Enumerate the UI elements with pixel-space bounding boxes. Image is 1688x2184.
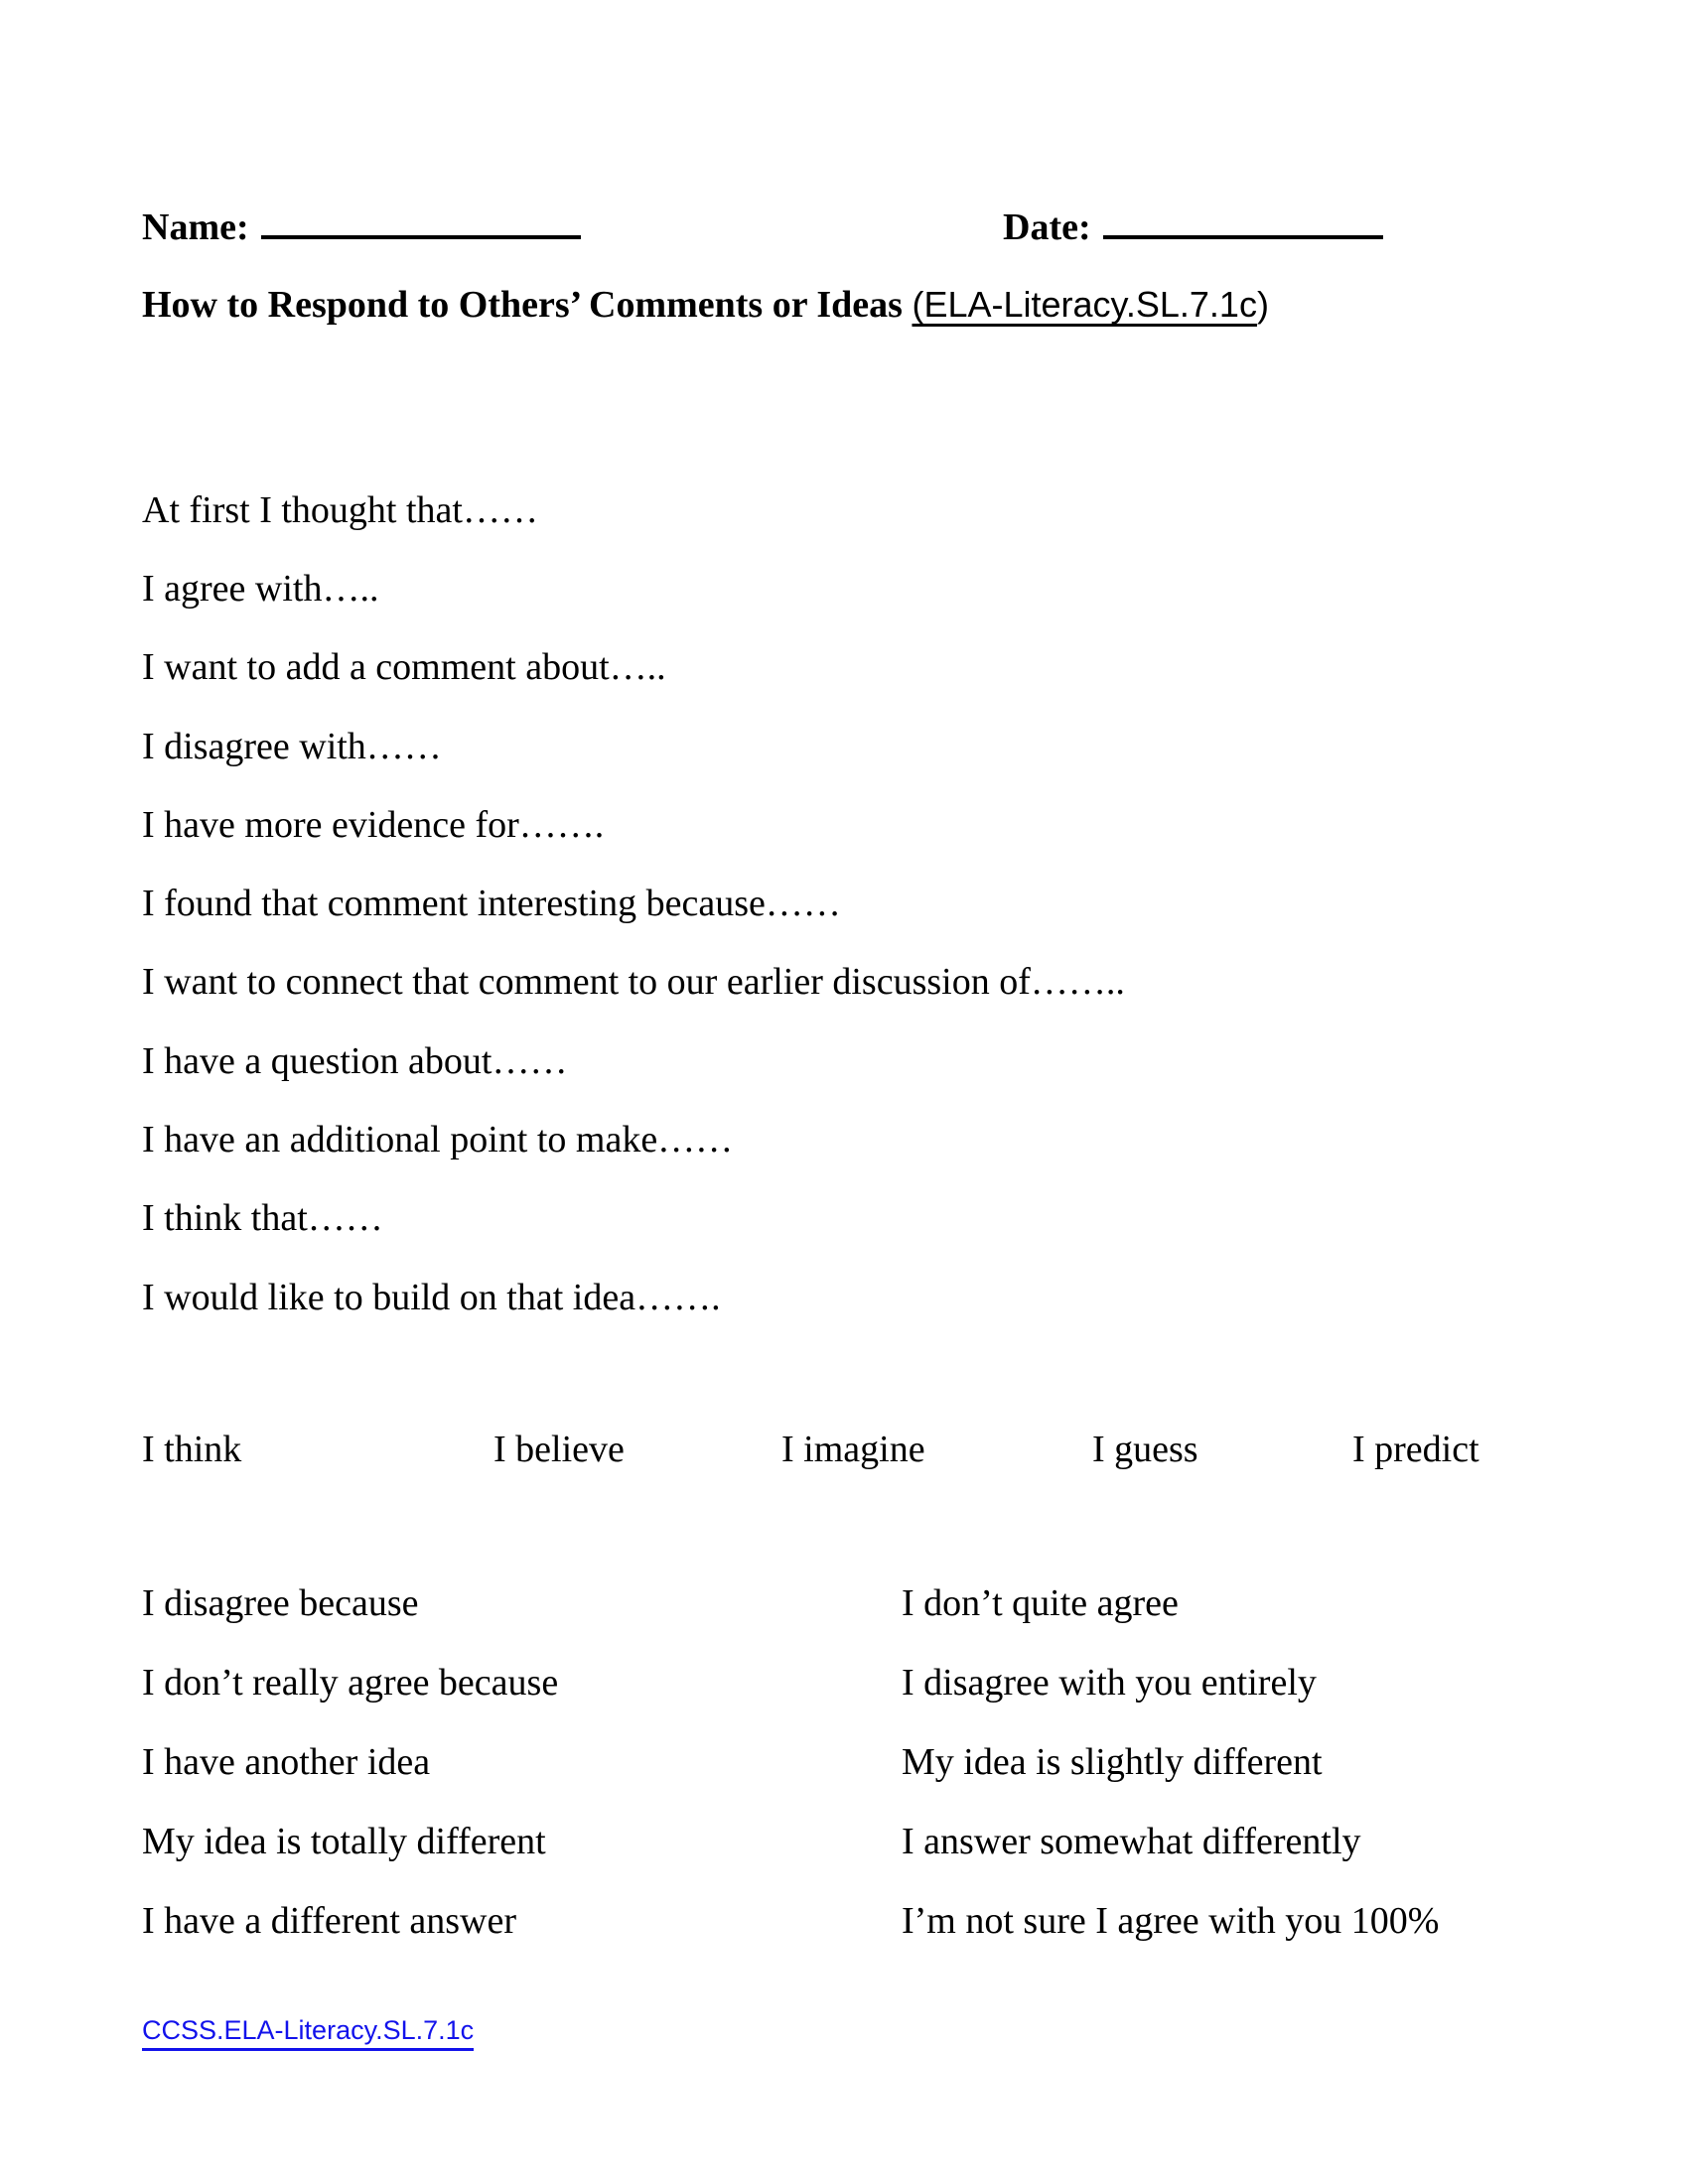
hedge-word: I believe [493, 1429, 625, 1470]
phrase-left: I have another idea [142, 1741, 431, 1783]
sentence-starters-list [142, 471, 1569, 1336]
hedge-word: I guess [1092, 1429, 1198, 1470]
sentence-starter: I have an additional point to make…… [142, 1119, 734, 1161]
disagreement-phrases [0, 1564, 1688, 1961]
date-label: Date: [1003, 206, 1091, 248]
sentence-starter: I have more evidence for……. [142, 803, 605, 846]
phrase-right: I’m not sure I agree with you 100% [902, 1900, 1440, 1942]
phrase-right: I disagree with you entirely [902, 1662, 1317, 1704]
phrase-row [0, 1722, 1688, 1802]
title-text: How to Respond to Others’ Comments or Ideas [142, 284, 913, 326]
sentence-starter: I want to connect that comment to our earlier discussion of…….. [142, 961, 1125, 1004]
hedge-word: I think [142, 1429, 242, 1470]
date-group [1003, 204, 1383, 249]
footer-standard-link[interactable]: CCSS.ELA-Literacy.SL.7.1c [142, 2015, 474, 2051]
phrase-row [0, 1643, 1688, 1722]
phrase-left: I don’t really agree because [142, 1662, 559, 1704]
title-standard-link[interactable]: (ELA-Literacy.SL.7.1c [912, 284, 1257, 325]
sentence-starter: I agree with….. [142, 567, 379, 610]
hedge-word: I imagine [781, 1429, 925, 1470]
sentence-starter: I found that comment interesting because…… [142, 883, 841, 925]
date-blank-line [1103, 204, 1383, 239]
sentence-starter: At first I thought that…… [142, 488, 538, 531]
phrase-row [0, 1564, 1688, 1643]
title-close-paren: ) [1256, 284, 1269, 325]
name-label: Name: [142, 206, 249, 248]
sentence-starter: I want to add a comment about….. [142, 646, 666, 689]
sentence-starter: I disagree with…… [142, 725, 442, 767]
hedge-word: I predict [1352, 1429, 1479, 1470]
sentence-starter: I think that…… [142, 1197, 383, 1240]
phrase-left: My idea is totally different [142, 1821, 546, 1862]
name-date-row [142, 204, 1546, 263]
sentence-starter: I have a question about…… [142, 1039, 568, 1082]
phrase-right: My idea is slightly different [902, 1741, 1323, 1783]
page-title [142, 283, 1269, 327]
name-blank-line [261, 204, 581, 239]
phrase-left: I have a different answer [142, 1900, 516, 1942]
sentence-starter: I would like to build on that idea……. [142, 1276, 721, 1318]
phrase-row [0, 1802, 1688, 1881]
phrase-right: I don’t quite agree [902, 1582, 1179, 1624]
phrase-left: I disagree because [142, 1582, 419, 1624]
phrase-right: I answer somewhat differently [902, 1821, 1361, 1862]
hedge-words-row [0, 1428, 1688, 1482]
phrase-row [0, 1881, 1688, 1961]
